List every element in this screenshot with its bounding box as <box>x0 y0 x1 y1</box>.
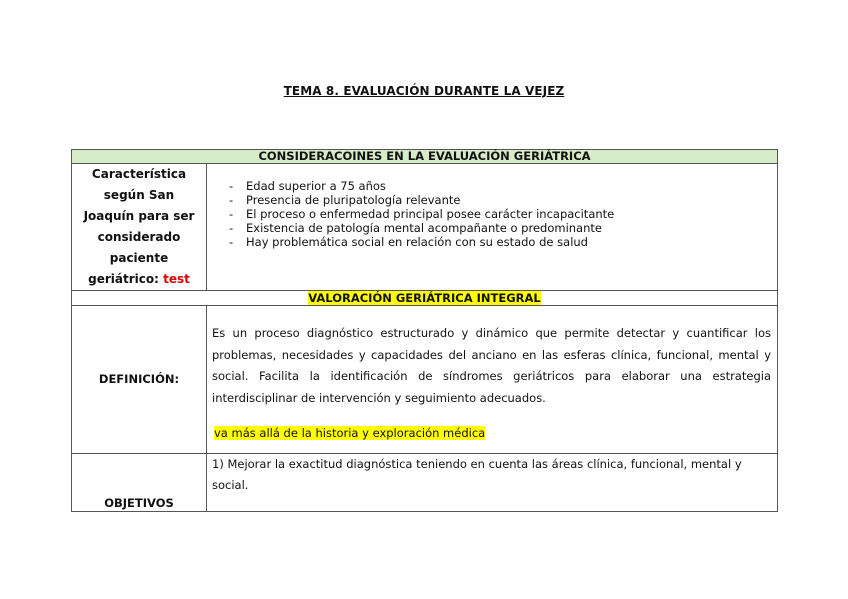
definition-note-row <box>207 409 777 445</box>
criteria-label-line <box>72 269 206 290</box>
document-title: TEMA 8. EVALUACIÓN DURANTE LA VEJEZ <box>283 84 565 98</box>
definition-cell <box>207 306 778 454</box>
criteria-label-last: geriátrico: <box>88 272 164 286</box>
criteria-label-line: paciente <box>109 251 169 265</box>
objectives-text: 1) Mejorar la exactitud diagnóstica teniendo en cuenta las áreas clínica, funcional, mental y social. <box>207 454 778 512</box>
objectives-label: OBJETIVOS <box>72 454 207 512</box>
definition-label: DEFINICIÓN: <box>72 306 207 454</box>
criteria-label-line: Característica <box>91 167 187 181</box>
integral-assessment-title: VALORACIÓN GERIÁTRICA INTEGRAL <box>308 291 541 305</box>
definition-note: va más allá de la historia y exploración médica <box>214 426 486 440</box>
criteria-label <box>72 164 207 291</box>
criteria-cell <box>207 164 778 291</box>
list-item: - Hay problemática social en relación con su estado de salud <box>229 235 777 249</box>
criteria-label-line: considerado <box>97 230 181 244</box>
criteria-label-line: Joaquín para ser <box>83 209 195 223</box>
test-annotation: test <box>163 272 190 286</box>
list-item: - Existencia de patología mental acompañante o predominante <box>229 221 777 235</box>
criteria-label-line: según San <box>103 188 175 202</box>
list-item: - El proceso o enfermedad principal posee carácter incapacitante <box>229 207 777 221</box>
criteria-list <box>207 179 777 249</box>
evaluation-table <box>71 149 778 512</box>
considerations-header: CONSIDERACOINES EN LA EVALUACIÓN GERIÁTRICA <box>72 150 778 164</box>
list-item: - Edad superior a 75 años <box>229 179 777 193</box>
definition-text: Es un proceso diagnóstico estructurado y dinámico que permite detectar y cuantificar los problemas, necesidades y capacidades del anciano en las esferas clínica, funcional, mental y social. Facilita la identificación de síndromes geriátricos para elaborar una estrategia interdisciplinar de intervención y seguimiento adecuados. <box>212 326 771 405</box>
list-item: - Presencia de pluripatología relevante <box>229 193 777 207</box>
integral-assessment-header <box>72 291 778 306</box>
